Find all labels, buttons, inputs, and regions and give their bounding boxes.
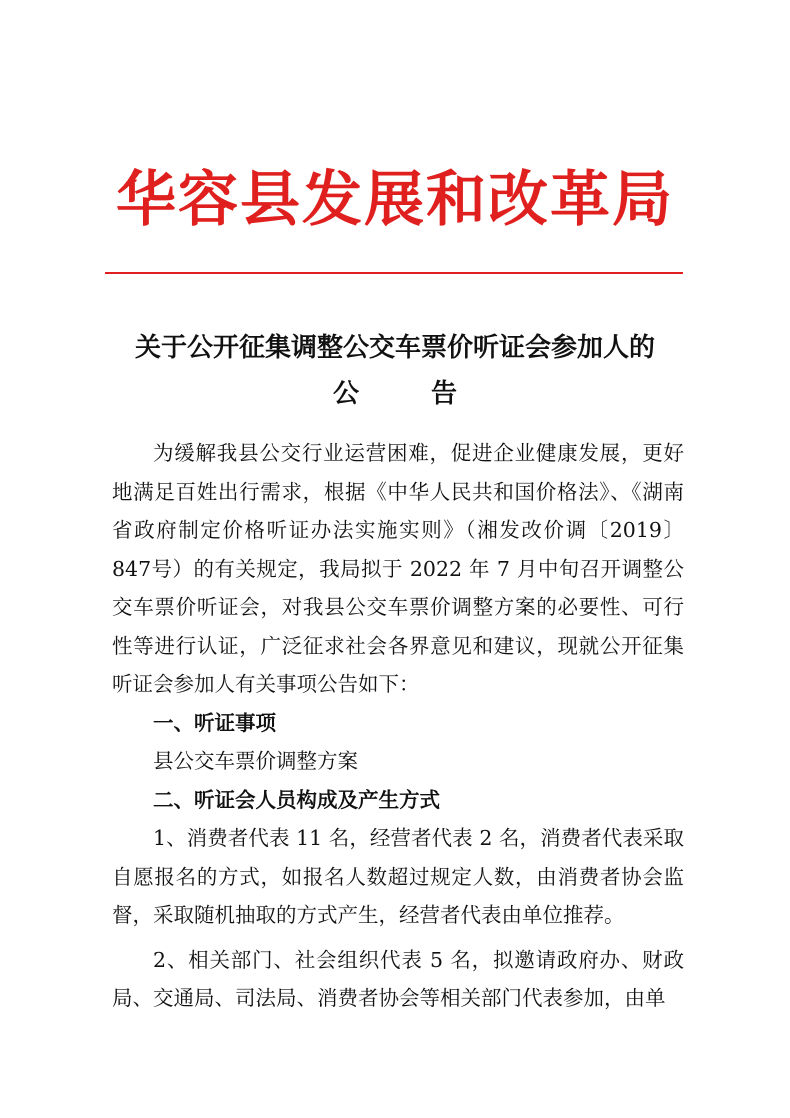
document-body [112,434,684,1018]
section-heading-hearing-matter: 一、听证事项 [153,710,276,735]
red-divider-line [105,272,683,274]
document-title [0,325,790,417]
participants-item-2: 2、相关部门、社会组织代表 5 名，拟邀请政府办、财政局、交通局、司法局、消费者协会等相关部门代表参加，由单 [112,947,684,1010]
document-title-line1: 关于公开征集调整公交车票价听证会参加人的 [134,333,655,363]
issuing-organization-header: 华容县发展和改革局 [116,165,674,235]
intro-paragraph: 为缓解我县公交行业运营困难，促进企业健康发展，更好地满足百姓出行需求，根据《中华人民共和国价格法》、《湖南省政府制定价格听证办法实施实则》（湘发改价调〔2019〕847号）的有关规定，我局拟于 2022 年 7 月中旬召开调整公交车票价听证会，对我县公交车票价调整方案的必要性、可行性等进行认证，广泛征求社会各界意见和建议，现就公开征集听证会参加人有关事项公告如下： [112,441,684,696]
section-text-hearing-matter: 县公交车票价调整方案 [153,749,358,773]
document-title-line2: 公告 [332,379,529,409]
section-heading-participants: 二、听证会人员构成及产生方式 [153,787,440,812]
participants-item-1: 1、消费者代表 11 名，经营者代表 2 名，消费者代表采取自愿报名的方式，如报名人数超过规定人数，由消费者协会监督，采取随机抽取的方式产生，经营者代表由单位推荐。 [112,826,684,927]
